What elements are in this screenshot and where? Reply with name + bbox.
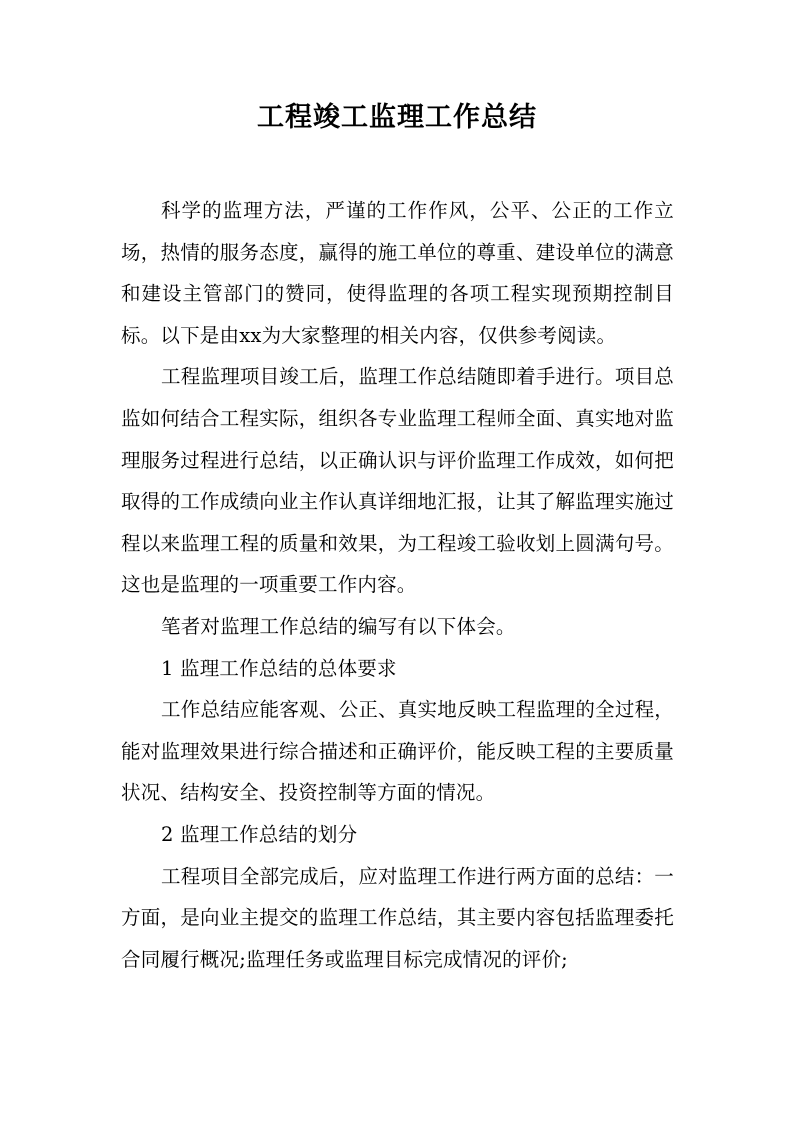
document-title: 工程竣工监理工作总结 bbox=[257, 102, 537, 133]
paragraph-background: 工程监理项目竣工后，监理工作总结随即着手进行。项目总监如何结合工程实际，组织各专业监理工程师全面、真实地对监理服务过程进行总结，以正确认识与评价监理工作成效，如何把取得的工作成绩向业主作认真详细地汇报，让其了解监理实施过程以来监理工程的质量和效果，为工程竣工验收划上圆满句号。这也是监理的一项重要工作内容。 bbox=[121, 365, 674, 597]
paragraph-author-note: 笔者对监理工作总结的编写有以下体会。 bbox=[161, 614, 516, 638]
paragraph-intro: 科学的监理方法，严谨的工作作风，公平、公正的工作立场，热情的服务态度，赢得的施工单位的尊重、建设单位的满意和建设主管部门的赞同，使得监理的各项工程实现预期控制目标。以下是由xx为大家整理的相关内容，仅供参考阅读。 bbox=[121, 199, 674, 347]
section-heading-2: 2 监理工作总结的划分 bbox=[161, 822, 358, 846]
document-body bbox=[121, 190, 674, 980]
paragraph-requirements: 工作总结应能客观、公正、真实地反映工程监理的全过程，能对监理效果进行综合描述和正确评价，能反映工程的主要质量状况、结构安全、投资控制等方面的情况。 bbox=[121, 698, 674, 805]
section-heading-1: 1 监理工作总结的总体要求 bbox=[161, 656, 397, 680]
paragraph-division: 工程项目全部完成后，应对监理工作进行两方面的总结：一方面，是向业主提交的监理工作总结，其主要内容包括监理委托合同履行概况;监理任务或监理目标完成情况的评价; bbox=[121, 864, 674, 971]
